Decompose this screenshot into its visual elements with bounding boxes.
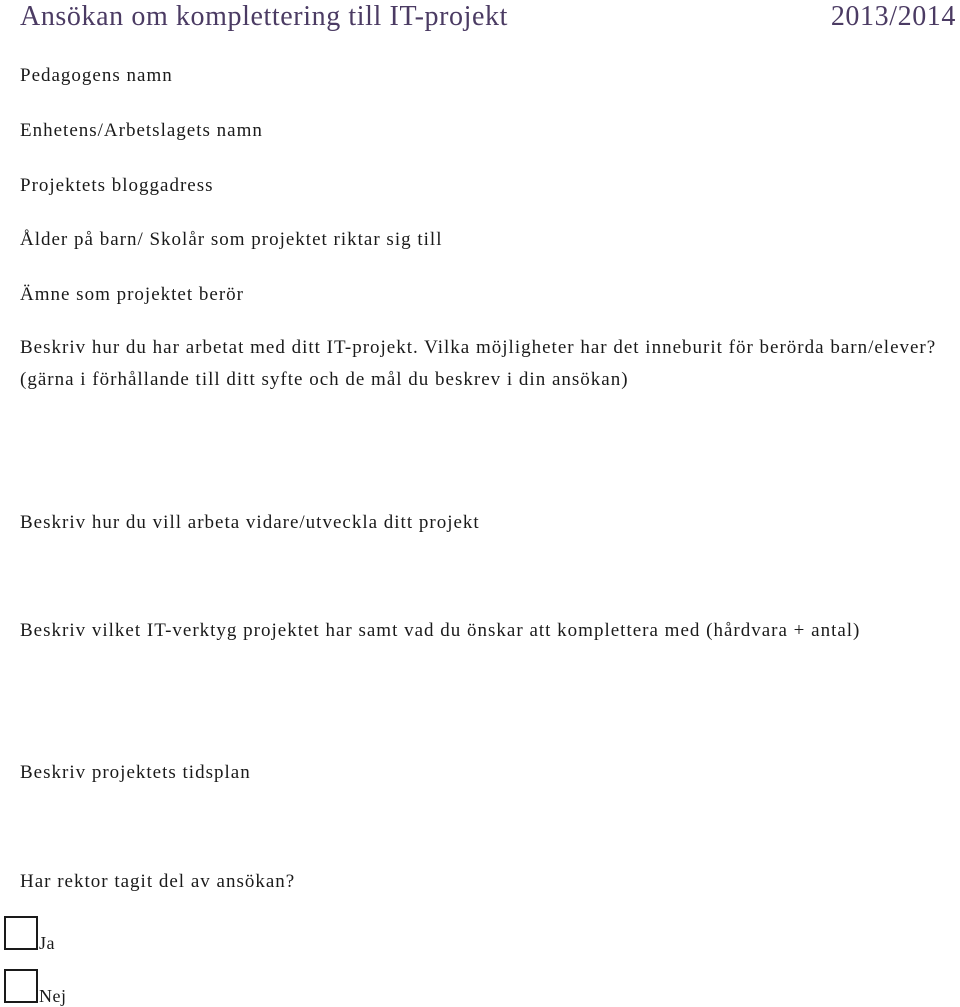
no-label: Nej <box>39 986 67 1006</box>
yes-checkbox[interactable] <box>4 916 38 950</box>
unit-name-label: Enhetens/Arbetslagets namn <box>20 120 263 141</box>
school-year: 2013/2014 <box>830 1 956 32</box>
age-grade-label: Ålder på barn/ Skolår som projektet riktar sig till <box>20 229 443 250</box>
option-no <box>4 963 67 1006</box>
option-yes <box>4 910 55 953</box>
describe-work-label: Beskriv hur du har arbetat med ditt IT-projekt. Vilka möjligheter har det inneburit för berörda barn/elever? (gärna i förhållande till ditt syfte och de mål du beskrev i din ansökan) <box>20 337 937 390</box>
describe-timeline-label: Beskriv projektets tidsplan <box>20 762 251 783</box>
no-checkbox[interactable] <box>4 969 38 1003</box>
teacher-name-label: Pedagogens namn <box>20 65 173 86</box>
page-title: Ansökan om komplettering till IT-projekt <box>20 1 509 32</box>
describe-tools-label: Beskriv vilket IT-verktyg projektet har samt vad du önskar att komplettera med (hårdvara + antal) <box>20 620 861 641</box>
document-header <box>20 0 956 34</box>
yes-label: Ja <box>39 933 55 953</box>
describe-continue-label: Beskriv hur du vill arbeta vidare/utveckla ditt projekt <box>20 512 480 533</box>
blog-address-label: Projektets bloggadress <box>20 175 214 196</box>
subject-label: Ämne som projektet berör <box>20 284 244 305</box>
principal-question-label: Har rektor tagit del av ansökan? <box>20 871 296 892</box>
